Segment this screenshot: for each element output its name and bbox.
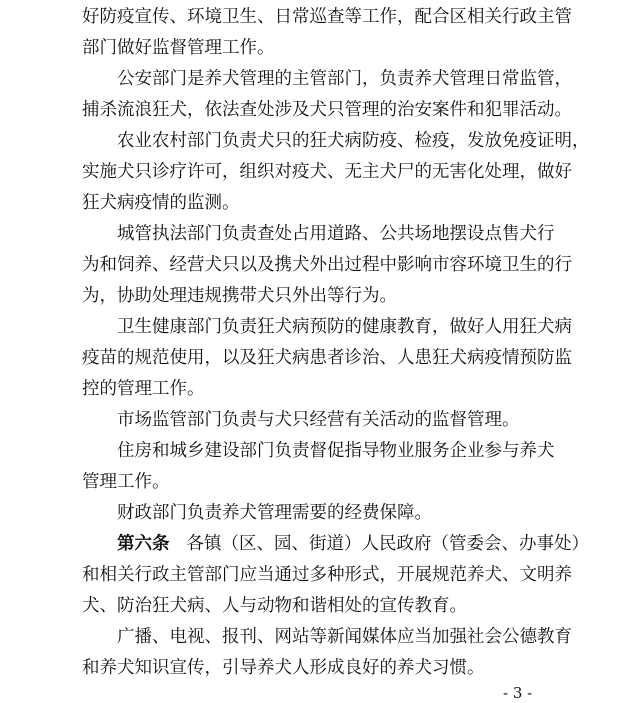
paragraph-housing: 住房和城乡建设部门负责督促指导物业服务企业参与养犬: [117, 441, 555, 461]
text-line-22: 和养犬知识宣传，引导养犬人形成良好的养犬习惯。: [82, 658, 485, 678]
text-line-20: 犬、防治狂犬病、人与动物和谐相处的宣传教育。: [82, 596, 467, 616]
text-line-1: 好防疫宣传、环境卫生、日常巡查等工作，配合区相关行政主管: [82, 7, 572, 27]
text-line-6: 实施犬只诊疗许可，组织对疫犬、无主犬尸的无害化处理，做好: [82, 162, 572, 182]
text-line-2: 部门做好监督管理工作。: [82, 38, 275, 58]
text-line-7: 狂犬病疫情的监测。: [82, 193, 240, 213]
text-line-12: 疫苗的规范使用，以及狂犬病患者诊治、人患狂犬病疫情预防监: [82, 348, 572, 368]
text-line-9: 为和饲养、经营犬只以及携犬外出过程中影响市容环境卫生的行: [82, 255, 572, 275]
text-line-4: 捕杀流浪狂犬，依法查处涉及犬只管理的治安案件和犯罪活动。: [82, 100, 572, 120]
paragraph-public-security: 公安部门是养犬管理的主管部门，负责养犬管理日常监管，: [117, 69, 572, 89]
paragraph-agriculture: 农业农村部门负责犬只的狂犬病防疫、检疫，发放免疫证明，: [117, 131, 590, 151]
page-number: - 3 -: [503, 684, 533, 702]
text-line-16: 管理工作。: [82, 472, 170, 492]
paragraph-urban-management: 城管执法部门负责查处占用道路、公共场地摆设点售犬行: [117, 224, 555, 244]
paragraph-finance: 财政部门负责养犬管理需要的经费保障。: [117, 503, 432, 523]
article-six-first-line: 第六条 各镇（区、园、街道）人民政府（管委会、办事处）: [117, 534, 589, 554]
paragraph-health: 卫生健康部门负责狂犬病预防的健康教育，做好人用狂犬病: [117, 317, 572, 337]
text-line-19: 和相关行政主管部门应当通过多种形式，开展规范养犬、文明养: [82, 565, 572, 585]
article-six-heading: 第六条: [117, 534, 170, 554]
paragraph-market-supervision: 市场监管部门负责与犬只经营有关活动的监督管理。: [117, 410, 520, 430]
text-line-10: 为，协助处理违规携带犬只外出等行为。: [82, 286, 397, 306]
paragraph-media: 广播、电视、报刊、网站等新闻媒体应当加强社会公德教育: [117, 627, 572, 647]
text-line-13: 控的管理工作。: [82, 379, 205, 399]
